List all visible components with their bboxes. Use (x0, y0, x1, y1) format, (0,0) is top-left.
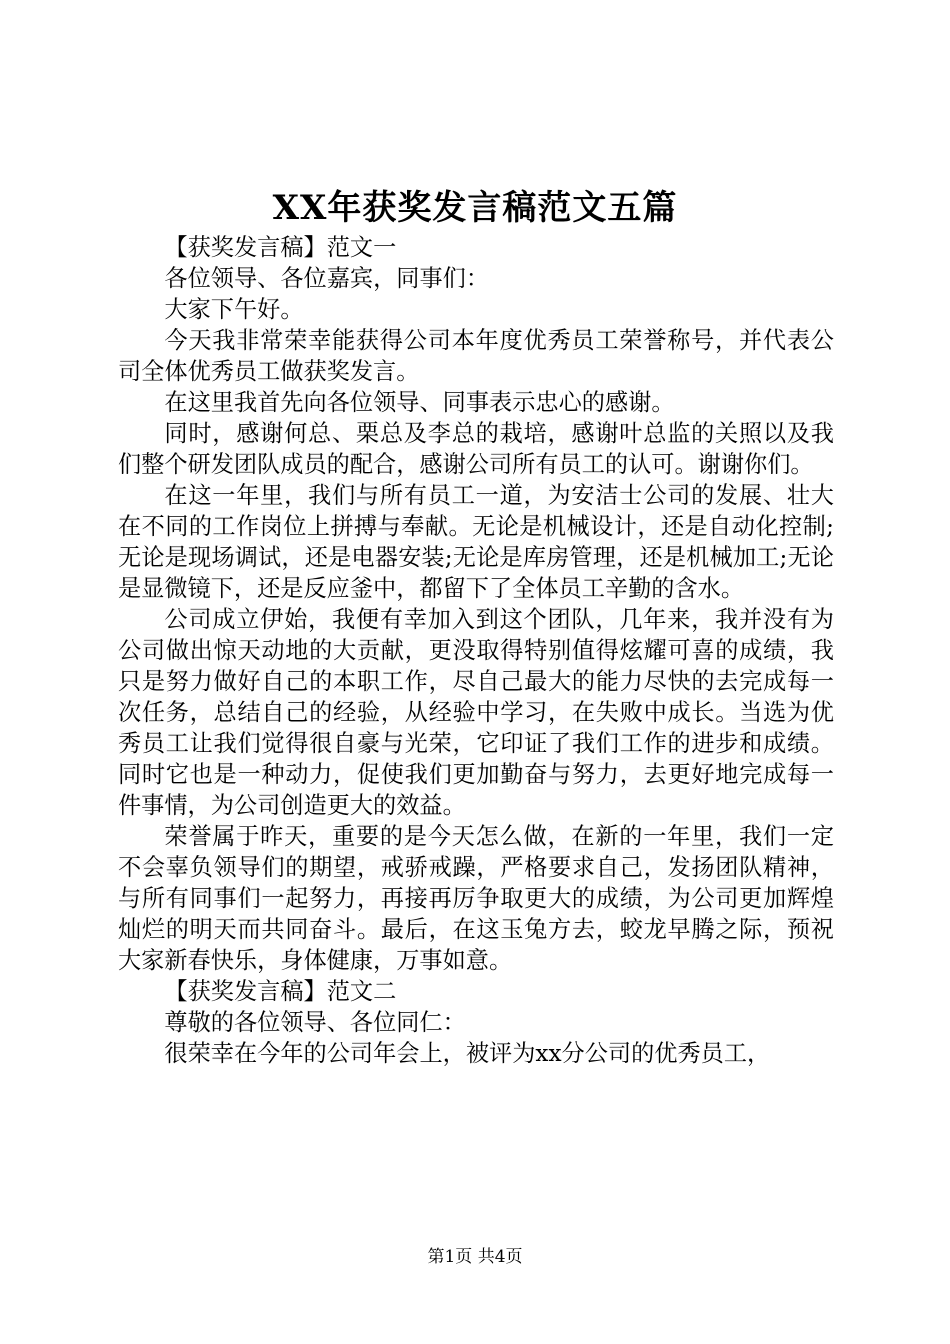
greeting-paragraph: 大家下午好。 (164, 296, 304, 323)
body-paragraph: 公司成立伊始，我便有幸加入到这个团队，几年来，我并没有为公司做出惊天动地的大贡献，更没取得特别值得炫耀可喜的成绩，我只是努力做好自己的本职工作，尽自己最大的能力尽快的去完成每一次任务，总结自己的经验，从经验中学习，在失败中成长。当选为优秀员工让我们觉得很自豪与光荣，它印证了我们工作的进步和成绩。同时它也是一种动力，促使我们更加勤奋与努力，去更好地完成每一件事情，为公司创造更大的效益。 (118, 606, 834, 819)
body-paragraph: 在这里我首先向各位领导、同事表示忠心的感谢。 (164, 389, 675, 416)
section-heading-1: 【获奖发言稿】范文一 (164, 234, 397, 261)
section-heading-2: 【获奖发言稿】范文二 (164, 978, 397, 1005)
body-paragraph: 今天我非常荣幸能获得公司本年度优秀员工荣誉称号，并代表公司全体优秀员工做获奖发言。 (118, 327, 834, 385)
body-paragraph: 很荣幸在今年的公司年会上，被评为xx分公司的优秀员工， (164, 1040, 771, 1067)
body-paragraph: 同时，感谢何总、栗总及李总的栽培，感谢叶总监的关照以及我们整个研发团队成员的配合，感谢公司所有员工的认可。谢谢你们。 (118, 420, 834, 478)
document-body (118, 232, 834, 1069)
page-number-footer: 第1页 共4页 (427, 1247, 523, 1267)
body-paragraph: 荣誉属于昨天，重要的是今天怎么做，在新的一年里，我们一定不会辜负领导们的期望，戒骄戒躁，严格要求自己，发扬团队精神，与所有同事们一起努力，再接再厉争取更大的成绩，为公司更加辉煌灿烂的明天而共同奋斗。最后，在这玉兔方去，蛟龙早腾之际，预祝大家新春快乐，身体健康，万事如意。 (118, 823, 834, 974)
body-paragraph: 在这一年里，我们与所有员工一道，为安洁士公司的发展、壮大在不同的工作岗位上拼搏与奉献。无论是机械设计，还是自动化控制;无论是现场调试，还是电器安装;无论是库房管理，还是机械加工;无论是显微镜下，还是反应釜中，都留下了全体员工辛勤的含水。 (118, 482, 834, 602)
salutation-paragraph: 尊敬的各位领导、各位同仁： (164, 1009, 466, 1036)
salutation-paragraph: 各位领导、各位嘉宾，同事们： (164, 265, 490, 292)
document-title: XX年获奖发言稿范文五篇 (272, 188, 678, 228)
